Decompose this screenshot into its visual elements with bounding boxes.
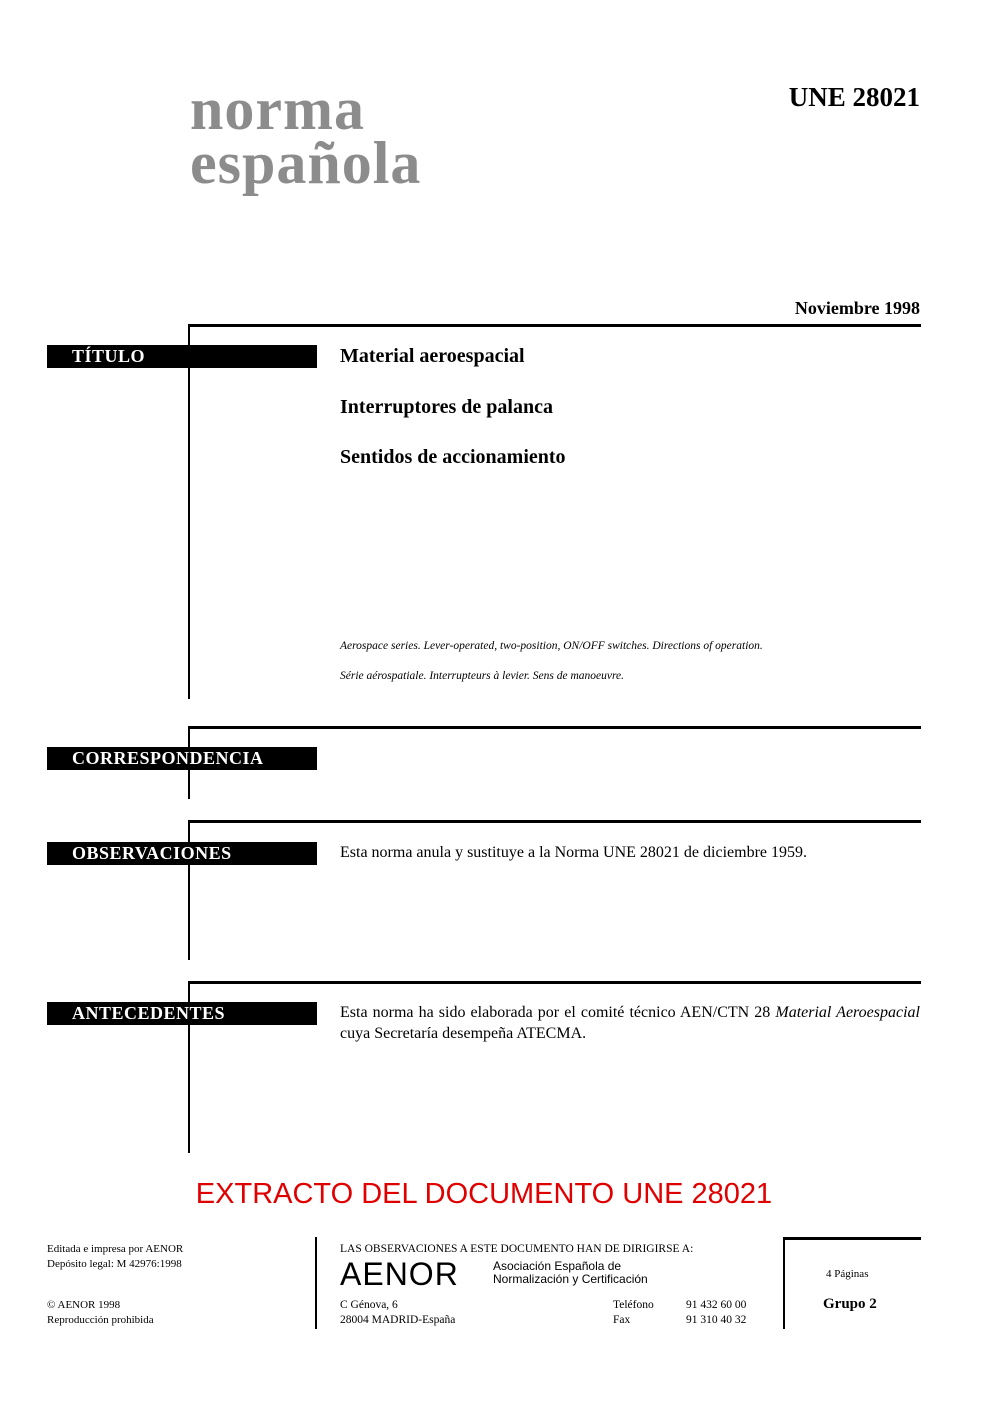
antecedentes-top-rule [188, 981, 921, 984]
footer-left-top [47, 1242, 183, 1272]
title-line-1: Material aeroespacial [340, 345, 525, 367]
legal-deposit: Depósito legal: M 42976:1998 [47, 1258, 182, 1270]
fax-label: Fax [613, 1314, 631, 1326]
correspondencia-label: CORRESPONDENCIA [47, 747, 317, 770]
titulo-top-rule [188, 324, 921, 327]
brand-line-2: española [190, 130, 422, 196]
title-line-3: Sentidos de accionamiento [340, 446, 566, 468]
publication-date: Noviembre 1998 [794, 298, 920, 318]
footer-divider-left [315, 1237, 317, 1329]
french-title: Série aérospatiale. Interrupteurs à levier. Sens de manoeuvre. [340, 670, 625, 682]
aenor-logo: AENOR [340, 1256, 459, 1292]
titulo-vertical-rule [188, 324, 190, 699]
observaciones-text: Esta norma anula y sustituye a la Norma UNE 28021 de diciembre 1959. [340, 844, 807, 861]
observations-address-heading: LAS OBSERVACIONES A ESTE DOCUMENTO HAN DE DIRIGIRSE A: [340, 1243, 694, 1255]
extract-watermark: EXTRACTO DEL DOCUMENTO UNE 28021 [195, 1178, 773, 1210]
antecedentes-label: ANTECEDENTES [47, 1002, 317, 1025]
price-group: Grupo 2 [823, 1296, 877, 1312]
edited-by: Editada e impresa por AENOR [47, 1243, 184, 1255]
antecedentes-text-italic: Material Aeroespacial [775, 1004, 920, 1021]
english-title: Aerospace series. Lever-operated, two-position, ON/OFF switches. Directions of operation. [340, 640, 763, 652]
observaciones-top-rule [188, 820, 921, 823]
standard-code: UNE 28021 [788, 82, 920, 112]
brand-title [190, 76, 422, 196]
address-line-1: C Génova, 6 [340, 1299, 398, 1311]
contact-numbers [686, 1298, 746, 1328]
aenor-full-name [493, 1260, 648, 1286]
phone-label: Teléfono [613, 1299, 654, 1311]
footer-divider-right [783, 1237, 785, 1329]
reproduction-notice: Reproducción prohibida [47, 1314, 154, 1326]
copyright: © AENOR 1998 [47, 1299, 121, 1311]
antecedentes-text-a: Esta norma ha sido elaborada por el comité técnico AEN/CTN 28 [340, 1004, 776, 1021]
observaciones-vertical-rule [188, 820, 190, 960]
antecedentes-text-b: cuya Secretaría desempeña ATECMA. [340, 1025, 587, 1042]
observaciones-label: OBSERVACIONES [47, 842, 317, 865]
aenor-name-line-1: Asociación Española de [493, 1259, 622, 1273]
brand-line-1: norma [190, 76, 365, 142]
address-line-2: 28004 MADRID-España [340, 1314, 456, 1326]
title-line-2: Interruptores de palanca [340, 396, 553, 418]
antecedentes-text [340, 1002, 920, 1044]
titulo-label: TÍTULO [47, 345, 317, 368]
correspondencia-top-rule [188, 726, 921, 729]
footer-box-top-rule [783, 1237, 921, 1240]
fax-number: 91 310 40 32 [686, 1314, 747, 1326]
page-count: 4 Páginas [826, 1268, 869, 1280]
aenor-name-line-2: Normalización y Certificación [493, 1272, 648, 1286]
phone-number: 91 432 60 00 [686, 1299, 747, 1311]
footer-left-bottom [47, 1298, 154, 1328]
contact-labels [613, 1298, 654, 1328]
aenor-address [340, 1298, 455, 1328]
